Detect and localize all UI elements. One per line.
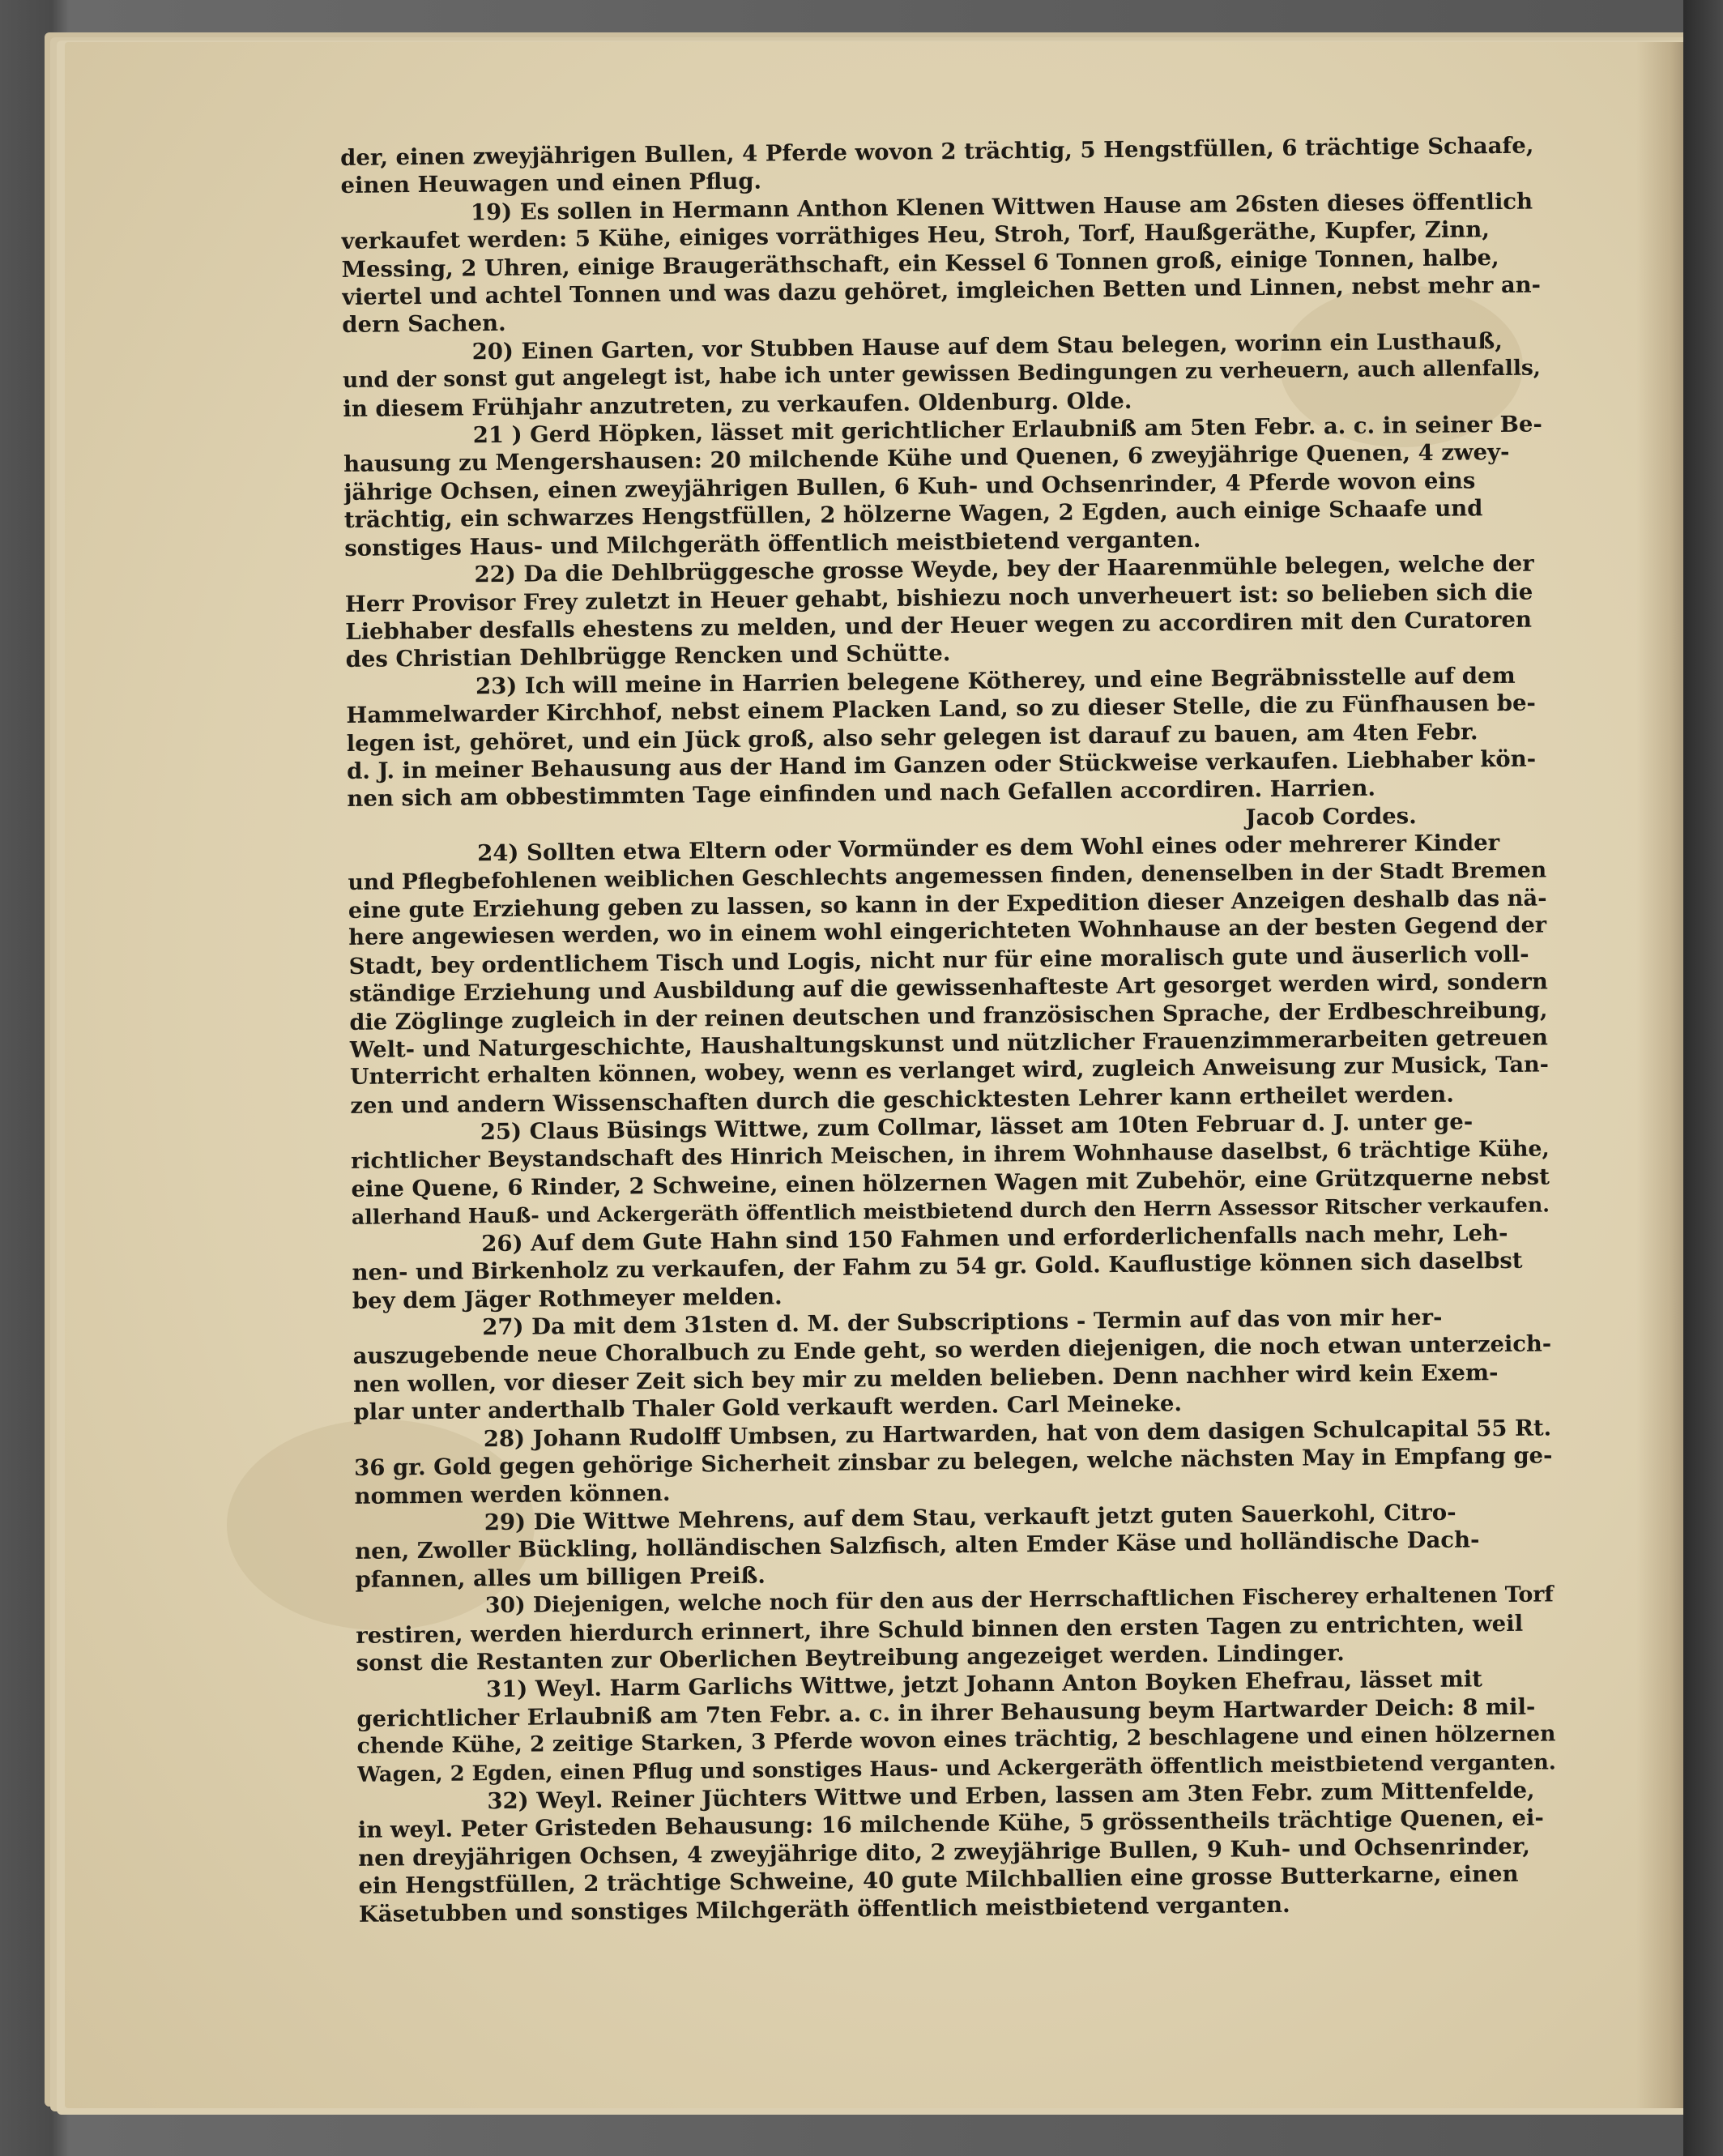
text-line: 20) Einen Garten, vor Stubben Hause auf dem Stau belegen, worinn ein Lusthauß,	[471, 327, 1503, 365]
scan-right-edge	[1683, 0, 1723, 2156]
text-line: 25) Claus Büsings Wittwe, zum Collmar, lässet am 10ten Februar d. J. unter ge-	[480, 1108, 1474, 1146]
text-line: 29) Die Wittwe Mehrens, auf dem Stau, verkauft jetzt guten Sauerkohl, Citro-	[484, 1499, 1456, 1536]
text-line: zen und andern Wissenschaften durch die geschicktesten Lehrer kann ertheilet werden.	[350, 1081, 1455, 1119]
text-line: 36 gr. Gold gegen gehörige Sicherheit zinsbar zu belegen, welche nächsten May in Empfang ge-	[353, 1442, 1553, 1482]
text-line: 21 ) Gerd Höpken, lässet mit gerichtlicher Erlaubniß am 5ten Febr. a. c. in seiner Be-	[472, 411, 1542, 449]
text-line: verkaufet werden: 5 Kühe, einiges vorräthiges Heu, Stroh, Torf, Haußgeräthe, Kupfer, Zinn,	[341, 216, 1491, 255]
text-line: viertel und achtel Tonnen und was dazu gehöret, imgleichen Betten und Linnen, nebst mehr an-	[341, 271, 1542, 311]
text-line: Wagen, 2 Egden, einen Pflug und sonstiges Haus- und Ackergeräth öffentlich meistbietend verganten.	[356, 1749, 1556, 1787]
text-line: in weyl. Peter Gristeden Behausung: 16 milchende Kühe, 5 grössentheils trächtige Quenen, ei-	[357, 1804, 1544, 1844]
text-line: nen dreyjährigen Ochsen, 4 zweyjährige dito, 2 zweyjährige Bullen, 9 Kuh- und Ochsenrinder,	[357, 1833, 1531, 1872]
text-line: 24) Sollten etwa Eltern oder Vormünder es dem Wohl eines oder mehrerer Kinder	[477, 830, 1500, 867]
text-line: nen sich am obbestimmten Tage einfinden und nach Gefallen accordiren. Harrien.	[347, 775, 1376, 813]
text-line: richtlicher Beystandschaft des Hinrich Meischen, in ihrem Wohnhause daselbst, 6 trächtige Kühe,	[350, 1136, 1550, 1174]
text-line: Welt- und Naturgeschichte, Haushaltungskunst und nützlicher Frauenzimmerarbeiten getreuen	[349, 1024, 1548, 1063]
text-line: eine Quene, 6 Rinder, 2 Schweine, einen hölzernen Wagen mit Zubehör, eine Grützquerne nebst	[351, 1163, 1550, 1202]
text-line: Unterricht erhalten können, wobey, wenn es verlanget wird, zugleich Anweisung zur Musick, Tan-	[349, 1052, 1550, 1091]
text-line: 27) Da mit dem 31sten d. M. der Subscriptions - Termin auf das von mir her-	[482, 1304, 1443, 1341]
text-line: 26) Auf dem Gute Hahn sind 150 Fahmen und erforderlichenfalls nach mehr, Leh-	[481, 1219, 1508, 1257]
text-line: Messing, 2 Uhren, einige Braugeräthschaft, ein Kessel 6 Tonnen groß, einige Tonnen, halbe,	[341, 244, 1499, 283]
text-line: 30) Diejenigen, welche noch für den aus der Herrschaftlichen Fischerey erhaltenen Torf	[484, 1582, 1554, 1619]
text-line: des Christian Dehlbrügge Rencken und Schütte.	[345, 640, 951, 673]
text-line: in diesem Frühjahr anzutreten, zu verkaufen. Oldenburg. Olde.	[343, 387, 1132, 422]
text-line: sonstiges Haus- und Milchgeräth öffentlich meistbietend verganten.	[344, 526, 1201, 561]
text-line: ständige Erziehung und Ausbildung auf die gewissenhafteste Art gesorget werden wird, sondern	[348, 968, 1548, 1008]
text-line: 28) Johann Rudolff Umbsen, zu Hartwarden, hat von dem dasigen Schulcapital 55 Rt.	[483, 1415, 1552, 1452]
text-line: chende Kühe, 2 zeitige Starken, 3 Pferde wovon eines trächtig, 2 beschlagene und einen hölzernen	[356, 1721, 1556, 1760]
text-line: legen ist, gehöret, und ein Jück groß, also sehr gelegen ist darauf zu bauen, am 4ten Febr.	[346, 718, 1478, 757]
text-line: einen Heuwagen und einen Pflug.	[340, 168, 762, 199]
text-line: d. J. in meiner Behausung aus der Hand im Ganzen oder Stückweise verkaufen. Liebhaber kön-	[346, 745, 1537, 784]
text-line: jährige Ochsen, einen zweyjährigen Bullen, 6 Kuh- und Ochsenrinder, 4 Pferde wovon eins	[343, 467, 1476, 506]
text-line: eine gute Erziehung geben zu lassen, so kann in der Expedition dieser Anzeigen deshalb das nä-	[348, 885, 1547, 924]
text-line: 23) Ich will meine in Harrien belegene Kötherey, und eine Begräbnisstelle auf dem	[475, 662, 1516, 700]
text-line: 31) Weyl. Harm Garlichs Wittwe, jetzt Johann Anton Boyken Ehefrau, lässet mit	[485, 1666, 1483, 1703]
text-line: Jacob Cordes.	[1245, 802, 1417, 831]
text-line: 19) Es sollen in Hermann Anthon Klenen Wittwen Hause am 26sten dieses öffentlich	[470, 188, 1533, 226]
text-line: nen- und Birkenholz zu verkaufen, der Fahm zu 54 gr. Gold. Kauflustige können sich daselbst	[352, 1248, 1523, 1287]
text-line: der, einen zweyjährigen Bullen, 4 Pferde wovon 2 trächtig, 5 Hengstfüllen, 6 trächtige Schaafe,	[340, 132, 1534, 171]
text-line: 32) Weyl. Reiner Jüchters Wittwe und Erben, lassen am 3ten Febr. zum Mittenfelde,	[487, 1777, 1535, 1815]
text-line: Stadt, bey ordentlichem Tisch und Logis, nicht nur für eine moralisch gute und äuserlich voll-	[348, 941, 1529, 980]
text-line: trächtig, ein schwarzes Hengstfüllen, 2 hölzerne Wagen, 2 Egden, auch einige Schaafe und	[343, 495, 1483, 534]
text-column	[340, 132, 1558, 1928]
text-line: und der sonst gut angelegt ist, habe ich unter gewissen Bedingungen zu verheuern, auch allenfalls,	[342, 355, 1542, 394]
text-line: und Pflegbefohlenen weiblichen Geschlechts angemessen finden, denenselben in der Stadt Bremen	[348, 857, 1547, 895]
text-line: allerhand Hauß- und Ackergeräth öffentlich meistbietend durch den Herrn Assessor Ritscher verkaufen.	[351, 1192, 1550, 1230]
text-line: sonst die Restanten zur Oberlichen Beytreibung angezeiget werden. Lindinger.	[356, 1640, 1345, 1676]
text-line: dern Sachen.	[342, 310, 506, 339]
text-line: auszugebende neue Choralbuch zu Ende geht, so werden diejenigen, die noch etwan unterzeich-	[352, 1330, 1552, 1370]
text-line: here angewiesen werden, wo in einem wohl eingerichteten Wohnhause an der besten Gegend der	[348, 912, 1547, 951]
text-line: nen, Zwoller Bückling, holländischen Salzfisch, alten Emder Käse und holländische Dach-	[355, 1526, 1480, 1565]
text-line: pfannen, alles um billigen Preiß.	[355, 1562, 766, 1593]
text-line: Käsetubben und sonstiges Milchgeräth öffentlich meistbietend verganten.	[358, 1891, 1290, 1928]
text-line: ein Hengstfüllen, 2 trächtige Schweine, 40 gute Milchballien eine grosse Butterkarne, einen	[358, 1861, 1519, 1900]
text-line: Herr Provisor Frey zuletzt in Heuer gehabt, bishiezu noch unverheuert ist: so belieben sich die	[344, 578, 1533, 617]
text-line: hausung zu Mengershausen: 20 milchende Kühe und Quenen, 6 zweyjährige Quenen, 4 zwey-	[343, 439, 1510, 478]
text-line: nommen werden können.	[354, 1479, 671, 1509]
text-line: 22) Da die Dehlbrüggesche grosse Weyde, bey der Haarenmühle belegen, welche der	[474, 550, 1534, 588]
text-line: restiren, werden hierdurch erinnert, ihre Schuld binnen den ersten Tagen zu entrichten, weil	[356, 1610, 1524, 1649]
text-line: plar unter anderthalb Thaler Gold verkauft werden. Carl Meineke.	[353, 1390, 1183, 1426]
text-line: bey dem Jäger Rothmeyer melden.	[352, 1283, 783, 1314]
text-line: die Zöglinge zugleich in der reinen deutschen und französischen Sprache, der Erdbeschreibung,	[349, 997, 1548, 1035]
text-line: nen wollen, vor dieser Zeit sich bey mir zu melden belieben. Denn nachher wird kein Exem-	[352, 1359, 1499, 1398]
text-line: Liebhaber desfalls ehestens zu melden, und der Heuer wegen zu accordiren mit den Curatoren	[345, 606, 1533, 645]
text-line: gerichtlicher Erlaubniß am 7ten Febr. a. c. in ihrer Behausung beym Hartwarder Deich: 8 mil-	[356, 1693, 1536, 1732]
text-line: Hammelwarder Kirchhof, nebst einem Placken Land, so zu dieser Stelle, die zu Fünfhausen be-	[346, 689, 1537, 729]
